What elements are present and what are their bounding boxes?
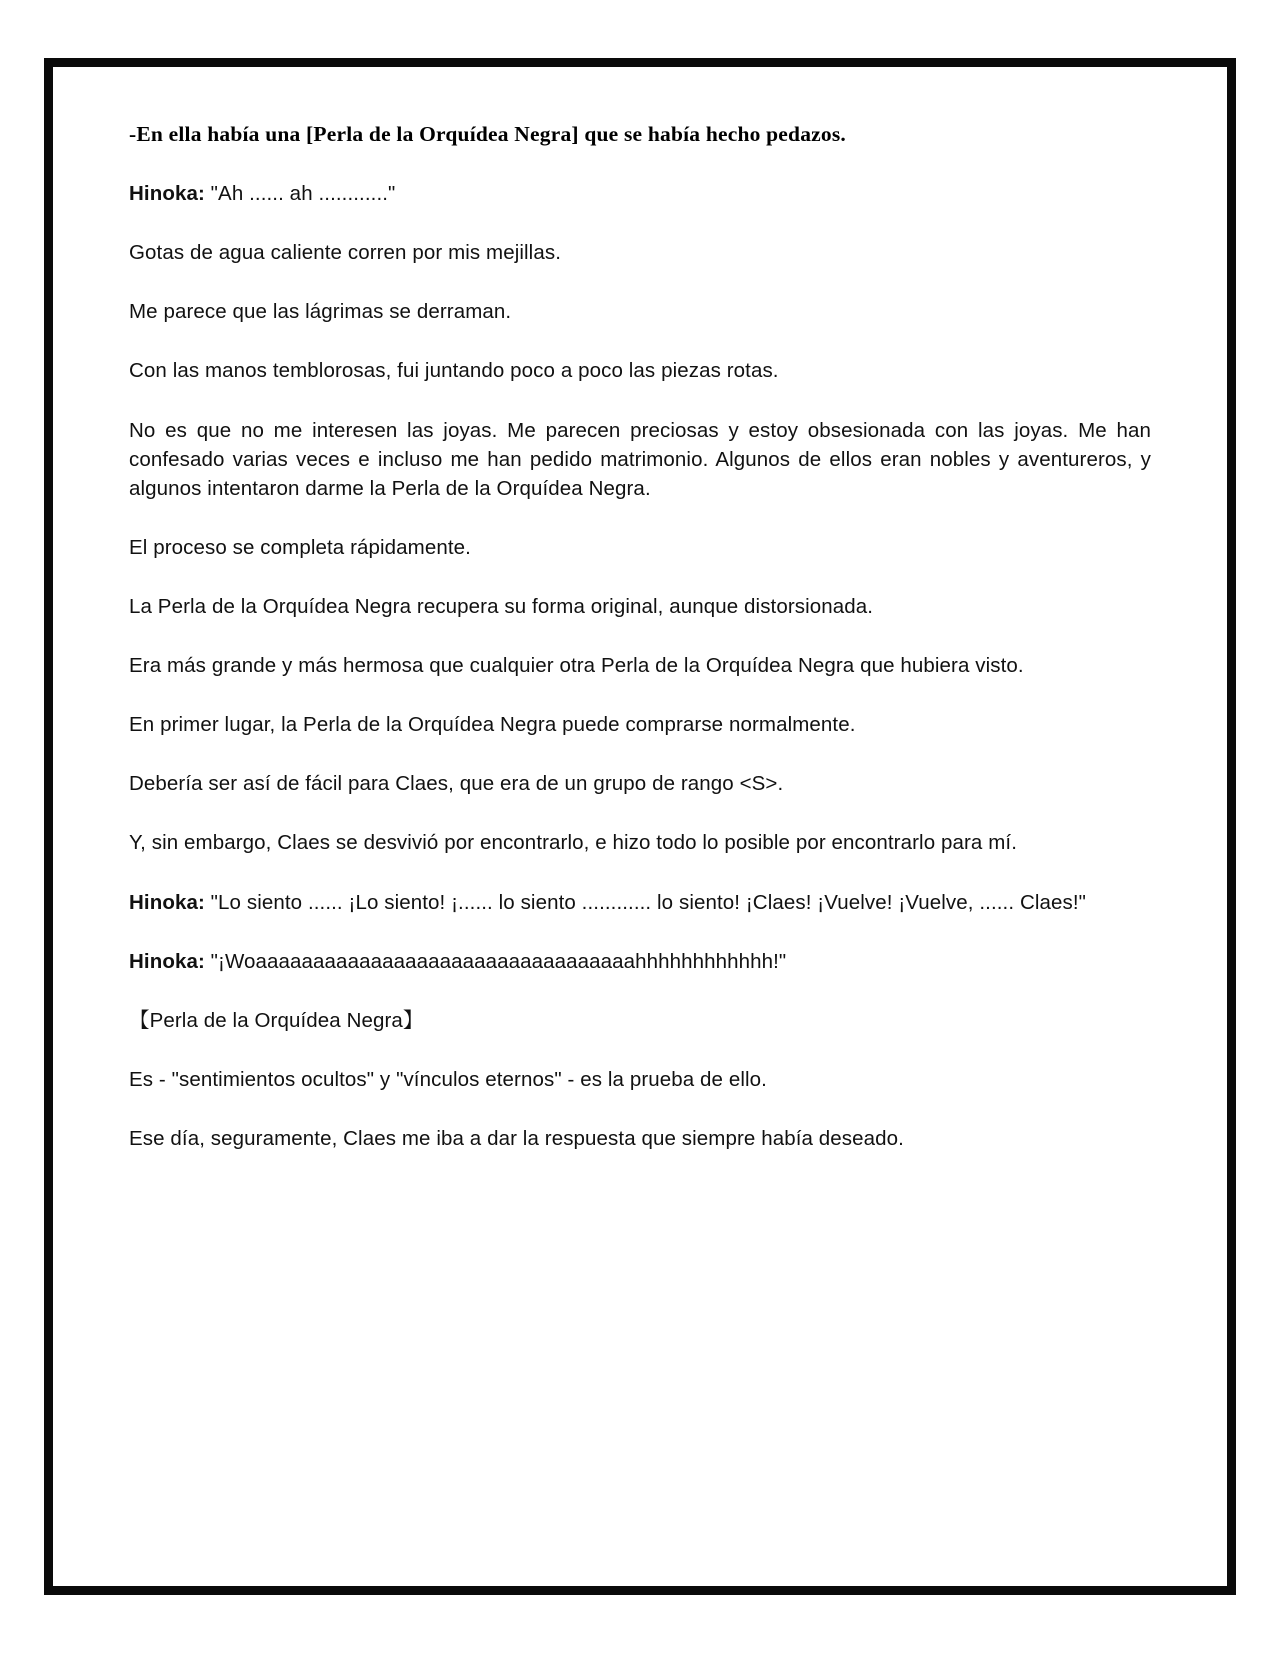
paragraph-13: Ese día, seguramente, Claes me iba a dar la respuesta que siempre había deseado.	[129, 1126, 904, 1150]
dialogue-line-hinoka-3	[129, 947, 1151, 976]
paragraph-7: La Perla de la Orquídea Negra recupera su forma original, aunque distorsionada.	[129, 594, 874, 618]
paragraph-6: El proceso se completa rápidamente.	[129, 535, 471, 559]
paragraph-11: Y, sin embargo, Claes se desvivió por encontrarlo, e hizo todo lo posible por encontrarlo para mí.	[129, 831, 1017, 855]
dialogue-text: "Lo siento ...... ¡Lo siento! ¡...... lo siento ............ lo siento! ¡Claes! ¡Vuelve! ¡Vuelve, ...... Claes!"	[204, 890, 1087, 914]
item-title: 【Perla de la Orquídea Negra】	[129, 1008, 424, 1032]
dialogue-text: "Ah ...... ah ............"	[204, 182, 396, 206]
paragraph-4: Con las manos temblorosas, fui juntando poco a poco las piezas rotas.	[129, 359, 779, 383]
paragraph-8: Era más grande y más hermosa que cualquier otra Perla de la Orquídea Negra que hubiera visto.	[129, 654, 1024, 678]
speaker-label: Hinoka:	[129, 949, 205, 973]
paragraph-12: Es - "sentimientos ocultos" y "vínculos eternos" - es la prueba de ello.	[129, 1067, 767, 1091]
speaker-label: Hinoka:	[129, 890, 205, 914]
document-body	[129, 119, 1151, 1153]
speaker-label: Hinoka:	[129, 182, 205, 206]
page-border-frame	[44, 58, 1236, 1595]
intro-line: -En ella había una [Perla de la Orquídea Negra] que se había hecho pedazos.	[129, 122, 846, 146]
dialogue-line-hinoka-1	[129, 179, 1151, 208]
dialogue-text: "¡Woaaaaaaaaaaaaaaaaaaaaaaaaaaaaaaaaahhhhhhhhhhhh!"	[204, 949, 787, 973]
paragraph-2: Gotas de agua caliente corren por mis mejillas.	[129, 241, 561, 265]
paragraph-5: No es que no me interesen las joyas. Me parecen preciosas y estoy obsesionada con las joyas. Me han confesado varias veces e incluso me han pedido matrimonio. Algunos de ellos eran nobles y aventureros, y algunos intentaron darme la Perla de la Orquídea Negra.	[129, 418, 1151, 500]
dialogue-line-hinoka-2	[129, 888, 1151, 917]
paragraph-10: Debería ser así de fácil para Claes, que era de un grupo de rango <S>.	[129, 772, 784, 796]
paragraph-3: Me parece que las lágrimas se derraman.	[129, 300, 512, 324]
paragraph-9: En primer lugar, la Perla de la Orquídea Negra puede comprarse normalmente.	[129, 713, 856, 737]
